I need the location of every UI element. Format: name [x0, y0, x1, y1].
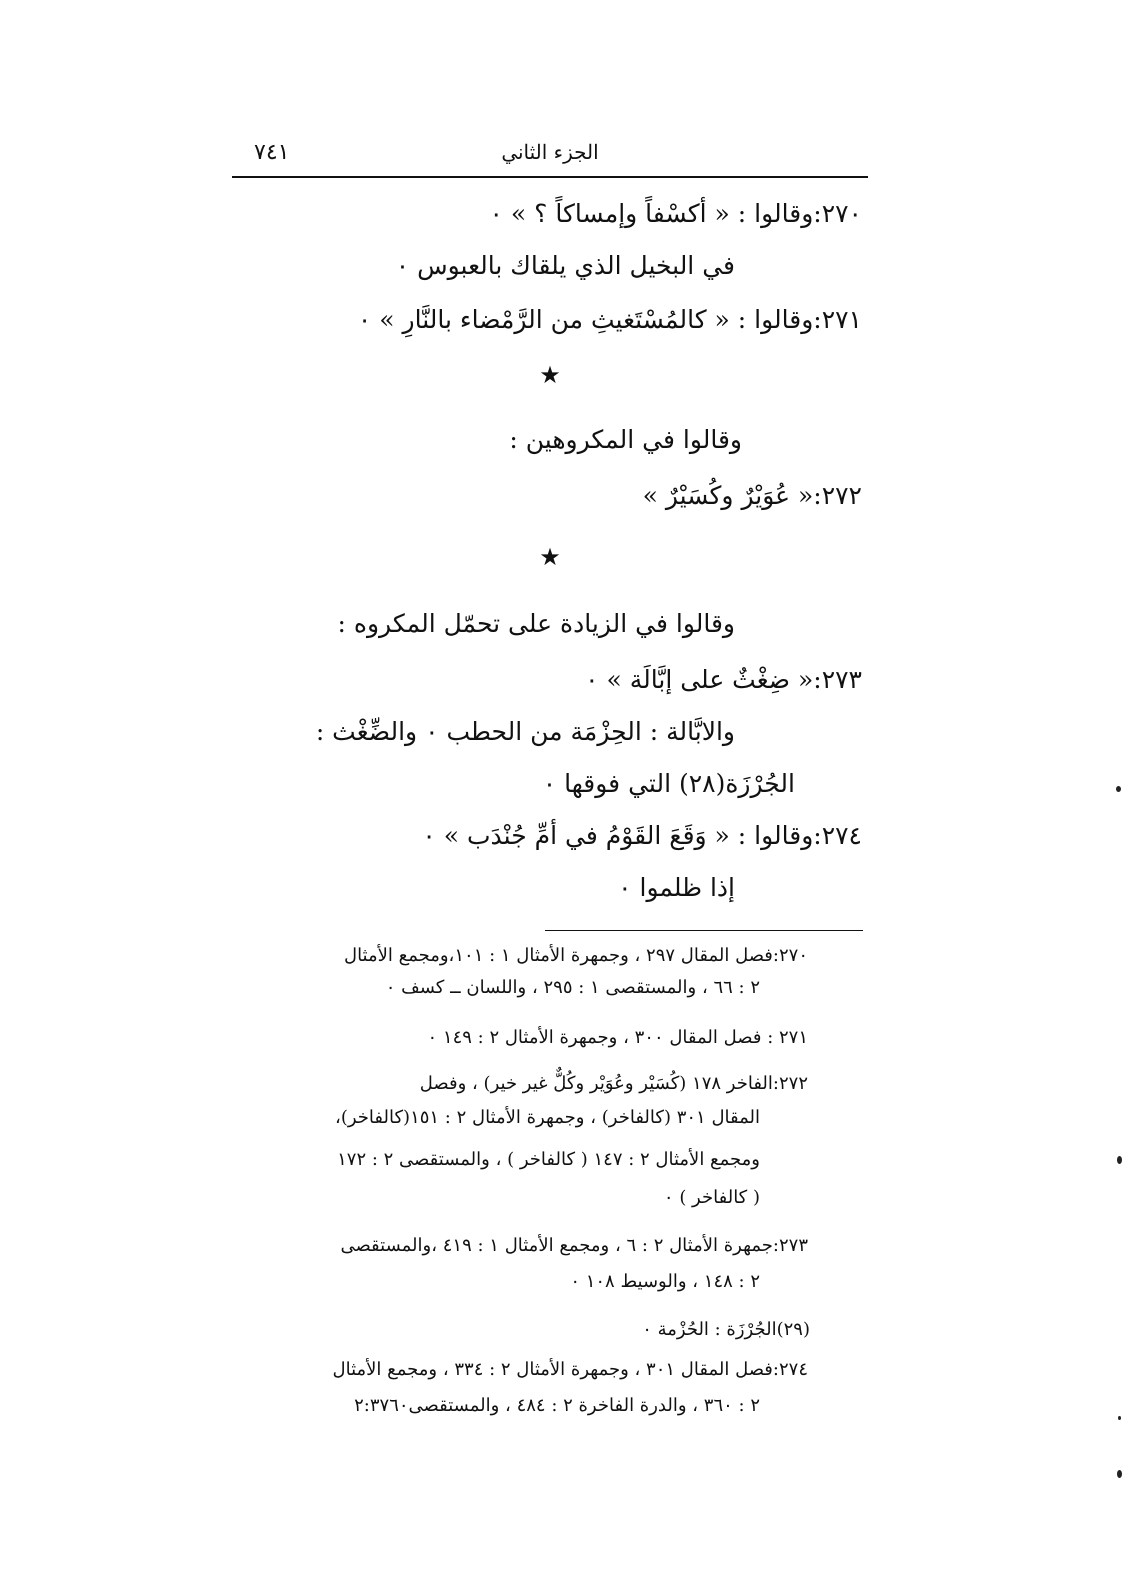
footnote-272-cont: المقال ٣٠١ (كالفاخر) ، وجمهرة الأمثال ٢ : ١٥١(كالفاخر)،	[335, 1107, 760, 1128]
explanation-273-b: الجُرْزَة(٢٨) التي فوقها ٠	[542, 769, 795, 798]
explanation-273-a: والابَّالة : الحِزْمَة من الحطب ٠ والضِّغْث :	[315, 717, 735, 746]
section-star-divider: ★	[539, 543, 561, 571]
explanation-270: في البخيل الذي يلقاك بالعبوس ٠	[395, 251, 735, 280]
footnote-272-cont: ( كالفاخر ) ٠	[663, 1187, 760, 1208]
running-title: الجزء الثاني	[501, 140, 599, 164]
scan-speck	[1117, 1470, 1122, 1478]
proverb-270: ٢٧٠:وقالوا : « أكسْفاً وإمساكاً ؟ » ٠	[489, 199, 862, 228]
explanation-274: إذا ظلموا ٠	[618, 873, 735, 902]
footnote-270-cont: ٢ : ٦٦ ، والمستقصى ١ : ٢٩٥ ، واللسان ــ كسف ٠	[385, 977, 760, 998]
footnote-273: ٢٧٣:جمهرة الأمثال ٢ : ٦ ، ومجمع الأمثال ١ : ٤١٩ ،والمستقصى	[340, 1235, 808, 1256]
footnote-29: (٢٩)الجُرْزَة : الحُزْمة ٠	[642, 1319, 810, 1340]
page-number: ٧٤١	[254, 140, 290, 165]
scan-speck	[1117, 1156, 1122, 1164]
footnote-separator	[545, 930, 863, 931]
footnote-274: ٢٧٤:فصل المقال ٣٠١ ، وجمهرة الأمثال ٢ : ٣٣٤ ، ومجمع الأمثال	[332, 1359, 808, 1380]
footnote-272: ٢٧٢:الفاخر ١٧٨ (كُسَيْر وعُوَيْر وكُلٌّ غير خير) ، وفصل	[419, 1073, 808, 1094]
section-heading-makruhin: وقالوا في المكروهين :	[509, 425, 742, 454]
section-heading-ziyada: وقالوا في الزيادة على تحمّل المكروه :	[337, 609, 735, 638]
footnote-271: ٢٧١ : فصل المقال ٣٠٠ ، وجمهرة الأمثال ٢ : ١٤٩ ٠	[427, 1027, 808, 1048]
header-rule	[232, 176, 868, 178]
footnote-274-cont: ٢ : ٣٦٠ ، والدرة الفاخرة ٢ : ٤٨٤ ، والمستقصى٢:٣٧٦٠	[354, 1395, 760, 1416]
section-star-divider: ★	[539, 361, 561, 389]
proverb-274: ٢٧٤:وقالوا : « وَقَعَ القَوْمُ في أمِّ جُنْدَب » ٠	[422, 821, 862, 850]
proverb-272: ٢٧٢:« عُوَيْرٌ وكُسَيْرٌ »	[642, 481, 862, 510]
scan-speck	[1118, 1416, 1121, 1420]
footnote-273-cont: ٢ : ١٤٨ ، والوسيط ١٠٨ ٠	[570, 1271, 760, 1292]
proverb-273: ٢٧٣:« ضِغْثٌ على إبَّالَة » ٠	[585, 665, 862, 694]
scan-speck	[1116, 786, 1121, 792]
footnote-270: ٢٧٠:فصل المقال ٢٩٧ ، وجمهرة الأمثال ١ : ١٠١،ومجمع الأمثال	[343, 945, 808, 966]
proverb-271: ٢٧١:وقالوا : « كالمُسْتَغيثِ من الرَّمْضاء بالنَّارِ » ٠	[357, 305, 862, 334]
running-header	[232, 140, 868, 176]
footnote-272-cont: ومجمع الأمثال ٢ : ١٤٧ ( كالفاخر ) ، والمستقصى ٢ : ١٧٢	[337, 1149, 760, 1170]
